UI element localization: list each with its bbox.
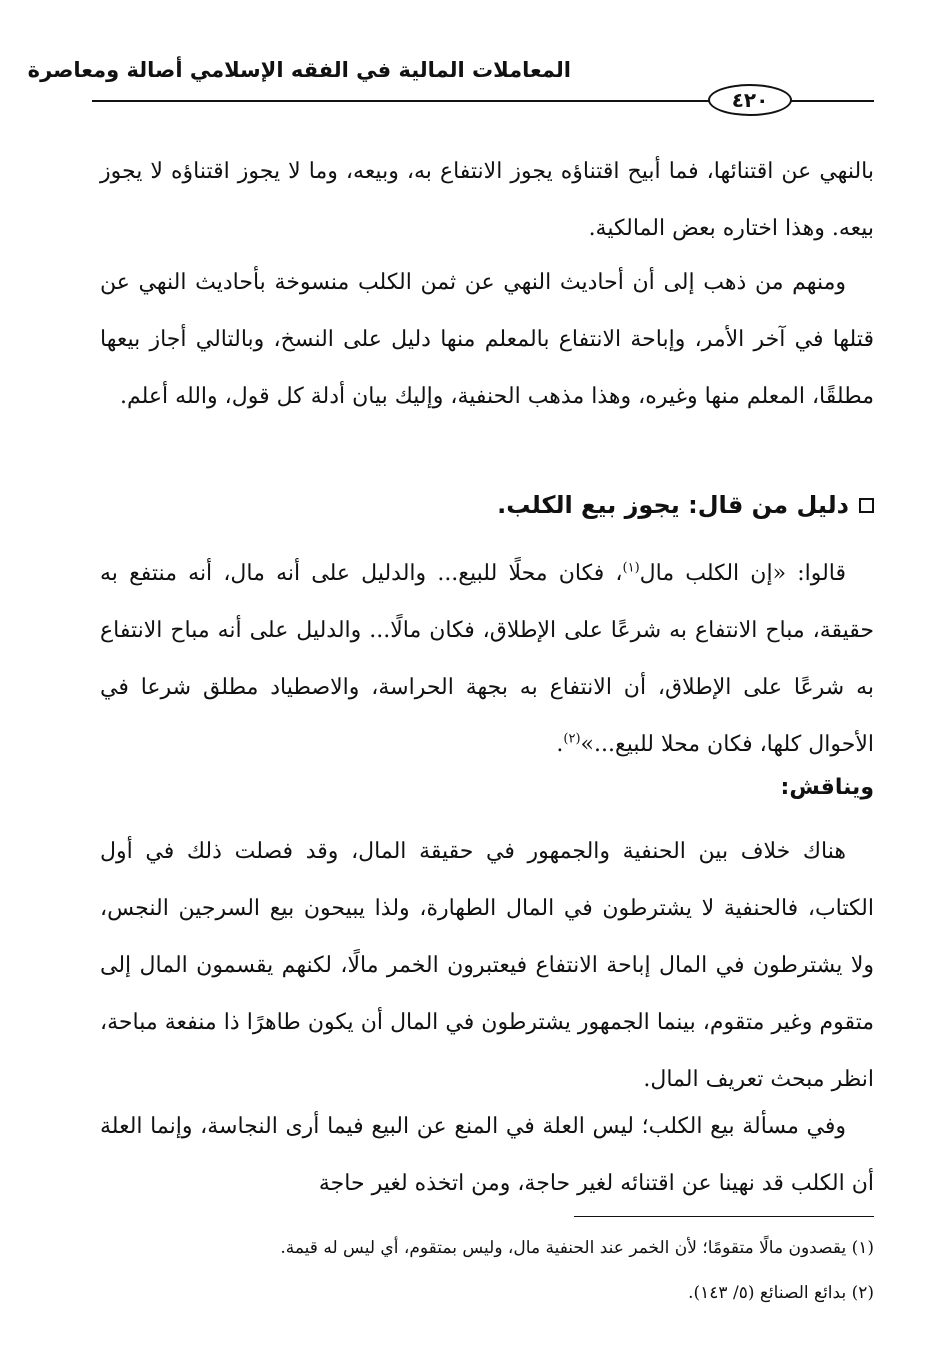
footnote-rule xyxy=(574,1216,874,1217)
paragraph-discussion: هناك خلاف بين الحنفية والجمهور في حقيقة المال، وقد فصلت ذلك في أول الكتاب، فالحنفية لا يشترطون في المال الطهارة، ولذا يبيحون بيع السرجين النجس، ولا يشترطون في المال إباحة الانتفاع فيعتبرون الخمر مالًا، لكنهم يقسمون المال إلى متقوم وغير متقوم، بينما الجمهور يشترطون في المال أن يكون طاهرًا ذا منفعة مباحة، انظر مبحث تعريف المال. xyxy=(100,839,874,1092)
paragraph-dog-sale: وفي مسألة بيع الكلب؛ ليس العلة في المنع عن البيع فيما أرى النجاسة، وإنما العلة أن الكلب قد نهينا عن اقتنائه لغير حاجة، ومن اتخذه لغير حاجة xyxy=(100,1114,874,1196)
footnote-1: (١) يقصدون مالًا متقومًا؛ لأن الخمر عند الحنفية مال، وليس بمتقوم، أي ليس له قيمة. xyxy=(280,1238,874,1258)
evidence-text-middle: ، فكان محلًا للبيع... والدليل على أنه مال، أنه منتفع به حقيقة، مباح الانتفاع به شرعًا على الإطلاق، فكان مالًا... والدليل على أنه مباح الانتفاع به شرعًا على الإطلاق، أن الانتفاع به بجهة الحراسة، والاصطياد مطلق شرعا في الأحوال كلها، فكان محلا للبيع...» xyxy=(100,561,874,757)
square-bullet-icon xyxy=(859,498,874,513)
evidence-text-end: . xyxy=(556,732,564,757)
paragraph-abrogation-view: ومنهم من ذهب إلى أن أحاديث النهي عن ثمن الكلب منسوخة بأحاديث النهي عن قتلها في آخر الأمر، وإباحة الانتفاع بالمعلم منها دليل على النسخ، وبالتالي أجاز بيعها مطلقًا، المعلم منها وغيره، وهذا مذهب الحنفية، وإليك بيان أدلة كل قول، والله أعلم. xyxy=(100,270,874,409)
evidence-text-start: قالوا: «إن الكلب مال xyxy=(639,561,847,586)
section-heading-text: دليل من قال: يجوز بيع الكلب. xyxy=(497,491,849,519)
page-number: ٤٢٠ xyxy=(731,88,769,112)
paragraph-evidence xyxy=(100,545,874,773)
running-title: المعاملات المالية في الفقه الإسلامي أصالة ومعاصرة xyxy=(27,58,571,82)
section-heading xyxy=(497,485,874,525)
paragraph-continued: بالنهي عن اقتنائها، فما أبيح اقتناؤه يجوز الانتفاع به، وبيعه، وما لا يجوز اقتناؤه لا يجوز بيعه. وهذا اختاره بعض المالكية. xyxy=(100,159,874,241)
footnote-ref-2: (٢) xyxy=(563,731,581,747)
page-number-frame xyxy=(708,84,792,116)
footnote-2: (٢) بدائع الصنائع (٥/ ١٤٣). xyxy=(688,1283,874,1303)
footnote-ref-1: (١) xyxy=(622,560,640,576)
discussion-subheading: ويناقش: xyxy=(780,775,874,800)
